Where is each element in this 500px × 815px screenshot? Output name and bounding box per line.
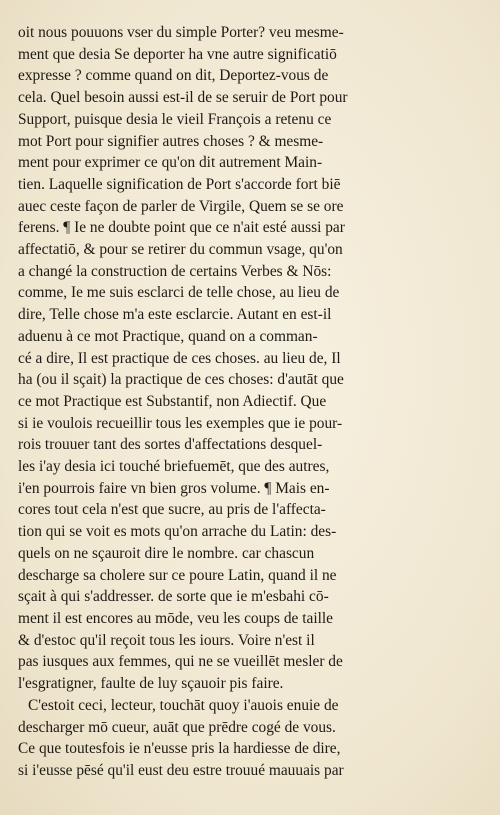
text-line: tion qui se voit es mots qu'on arrache du Latin: des- bbox=[18, 523, 337, 541]
text-line: ment il est encores au mōde, veu les coups de taille bbox=[18, 609, 333, 627]
text-line: affectatiō, & pour se retirer du commun vsage, qu'on bbox=[18, 241, 343, 259]
text-line: mot Port pour signifier autres choses ? & mesme- bbox=[18, 132, 324, 150]
text-line: C'estoit ceci, lecteur, touchāt quoy i'auois enuie de bbox=[28, 696, 339, 714]
text-line: descharger mō cueur, auāt que prēdre cogé de vous. bbox=[18, 718, 336, 736]
text-line: descharge sa cholere sur ce poure Latin, quand il ne bbox=[18, 566, 337, 584]
text-line: tien. Laquelle signification de Port s'accorde fort biē bbox=[18, 175, 341, 193]
text-line: dire, Telle chose m'a este esclarcie. Autant en est-il bbox=[18, 306, 332, 324]
text-line: si ie voulois recueillir tous les exemples que ie pour- bbox=[18, 414, 343, 432]
text-line: ment que desia Se deporter ha vne autre significatiō bbox=[18, 45, 337, 63]
text-line: i'en pourrois faire vn bien gros volume. ¶ Mais en- bbox=[18, 479, 330, 497]
text-line: l'esgratigner, faulte de luy sçauoir pis faire. bbox=[18, 675, 284, 693]
text-line: rois trouuer tant des sortes d'affectations desquel- bbox=[18, 436, 323, 454]
text-line: a changé la construction de certains Verbes & Nōs: bbox=[18, 262, 332, 280]
text-line: ment pour exprimer ce qu'on dit autrement Main- bbox=[18, 154, 323, 172]
text-line: ferens. ¶ Ie ne doubte point que ce n'ait esté aussi par bbox=[18, 219, 345, 237]
text-line: si i'eusse pēsé qu'il eust deu estre trouué mauuais par bbox=[18, 761, 344, 779]
text-line: ce mot Practique est Substantif, non Adiectif. Que bbox=[18, 392, 327, 410]
text-line: comme, Ie me suis esclarci de telle chose, au lieu de bbox=[18, 284, 340, 302]
text-line: cores tout cela n'est que sucre, au pris de l'affecta- bbox=[18, 501, 326, 519]
text-line: & d'estoc qu'il reçoit tous les iours. Voire n'est il bbox=[18, 631, 315, 649]
text-line: expresse ? comme quand on dit, Deportez-vous de bbox=[18, 67, 329, 85]
text-line: oit nous pouuons vser du simple Porter? veu mesme- bbox=[18, 24, 344, 41]
text-line: sçait à qui s'addresser. de sorte que ie m'esbahi cō- bbox=[18, 588, 329, 606]
text-line: ha (ou il sçait) la practique de ces choses: d'autāt que bbox=[18, 371, 344, 389]
text-line: Support, puisque desia le vieil François a retenu ce bbox=[18, 110, 332, 128]
text-line: les i'ay desia ici touché briefuemēt, que des autres, bbox=[18, 458, 330, 476]
text-line: quels on ne sçauroit dire le nombre. car chascun bbox=[18, 544, 315, 562]
text-line: auec ceste façon de parler de Virgile, Quem se se ore bbox=[18, 197, 344, 215]
text-line: pas iusques aux femmes, qui ne se vueillēt mesler de bbox=[18, 653, 343, 671]
page-text-block bbox=[18, 22, 390, 782]
text-line: aduenu à ce mot Practique, quand on a comman- bbox=[18, 327, 318, 345]
text-line: cé a dire, Il est practique de ces choses. au lieu de, Il bbox=[18, 349, 341, 367]
text-line: cela. Quel besoin aussi est-il de se seruir de Port pour bbox=[18, 89, 348, 107]
text-line: Ce que toutesfois ie n'eusse pris la hardiesse de dire, bbox=[18, 740, 341, 758]
